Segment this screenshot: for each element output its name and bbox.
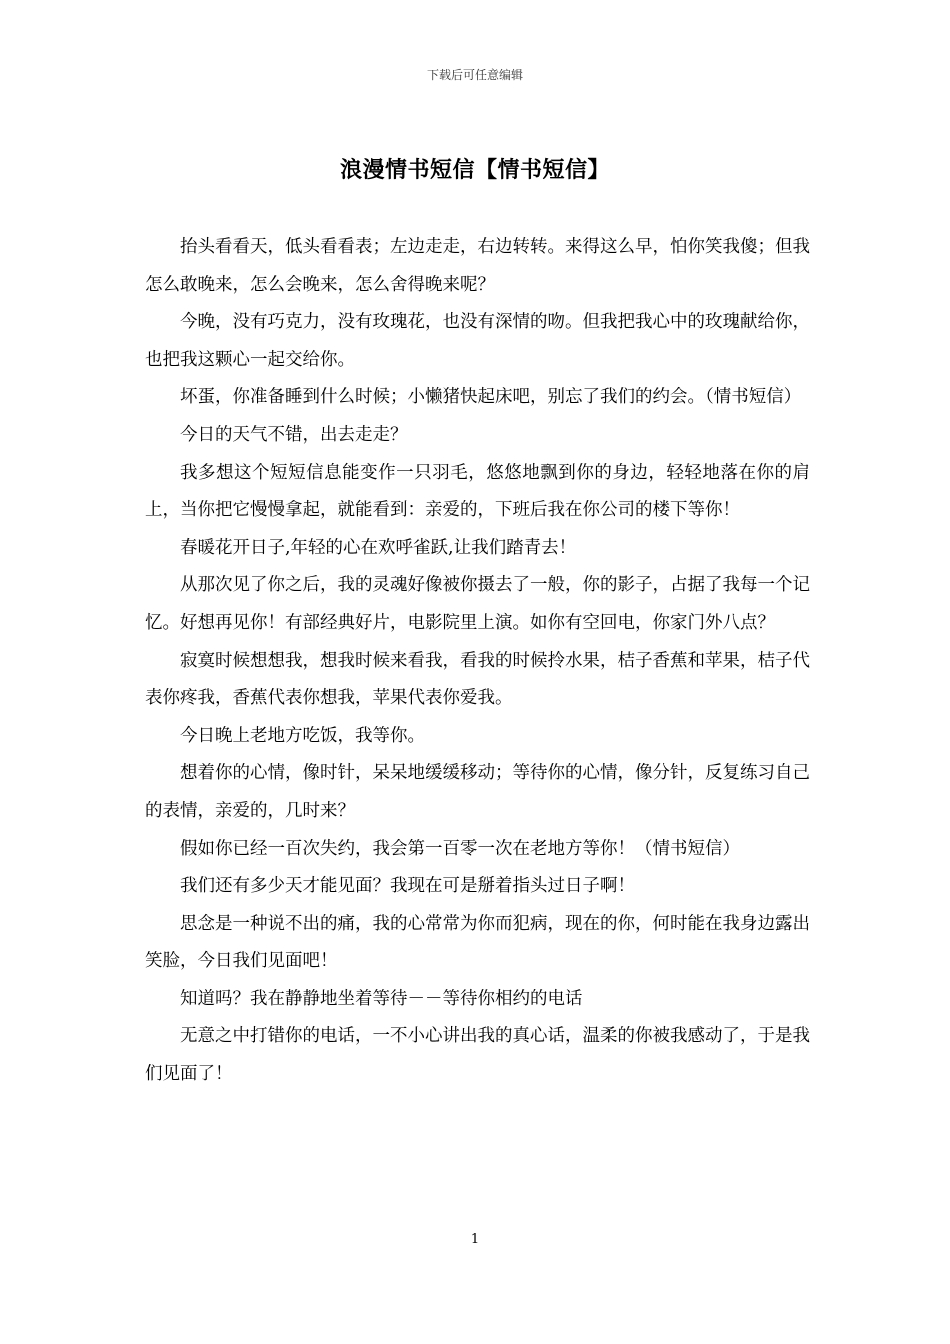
paragraph: 抬头看看天，低头看看表；左边走走，右边转转。来得这么早，怕你笑我傻；但我怎么敢晚来，怎么会晚来，怎么舍得晚来呢？ — [145, 237, 810, 295]
paragraph: 从那次见了你之后，我的灵魂好像被你摄去了一般，你的影子，占据了我每一个记忆。好想再见你！有部经典好片，电影院里上演。如你有空回电，你家门外八点？ — [145, 575, 810, 633]
paragraph: 春暖花开日子,年轻的心在欢呼雀跃,让我们踏青去！ — [180, 537, 577, 558]
paragraph: 今日的天气不错，出去走走？ — [180, 424, 408, 445]
paragraph: 我们还有多少天才能见面？我现在可是掰着指头过日子啊！ — [180, 876, 635, 897]
paragraph: 假如你已经一百次失约，我会第一百零一次在老地方等你！（情书短信） — [180, 838, 740, 859]
paragraph: 想着你的心情，像时针，呆呆地缓缓移动；等待你的心情，像分针，反复练习自己的表情，亲爱的，几时来？ — [145, 763, 810, 821]
paragraph: 今日晚上老地方吃饭，我等你。 — [180, 725, 425, 746]
paragraph: 今晚，没有巧克力，没有玫瑰花，也没有深情的吻。但我把我心中的玫瑰献给你，也把我这颗心一起交给你。 — [145, 312, 810, 370]
paragraph: 寂寞时候想想我，想我时候来看我，看我的时候拎水果，桔子香蕉和苹果，桔子代表你疼我，香蕉代表你想我，苹果代表你爱我。 — [145, 650, 810, 709]
page-number: 1 — [470, 1232, 480, 1247]
paragraph: 我多想这个短短信息能变作一只羽毛，悠悠地飘到你的身边，轻轻地落在你的肩上，当你把它慢慢拿起，就能看到：亲爱的，下班后我在你公司的楼下等你！ — [145, 462, 810, 521]
header-note: 下载后可任意编辑 — [426, 68, 523, 82]
document-title: 浪漫情书短信【情书短信】 — [339, 157, 610, 183]
document-body — [145, 229, 810, 1094]
paragraph: 无意之中打错你的电话，一不小心讲出我的真心话，温柔的你被我感动了，于是我们见面了！ — [145, 1026, 810, 1085]
paragraph: 知道吗？我在静静地坐着等待－－等待你相约的电话 — [180, 988, 583, 1009]
paragraph: 坏蛋，你准备睡到什么时候；小懒猪快起床吧，别忘了我们的约会。（情书短信） — [180, 387, 802, 408]
paragraph: 思念是一种说不出的痛，我的心常常为你而犯病，现在的你，何时能在我身边露出笑脸，今日我们见面吧！ — [145, 913, 810, 972]
